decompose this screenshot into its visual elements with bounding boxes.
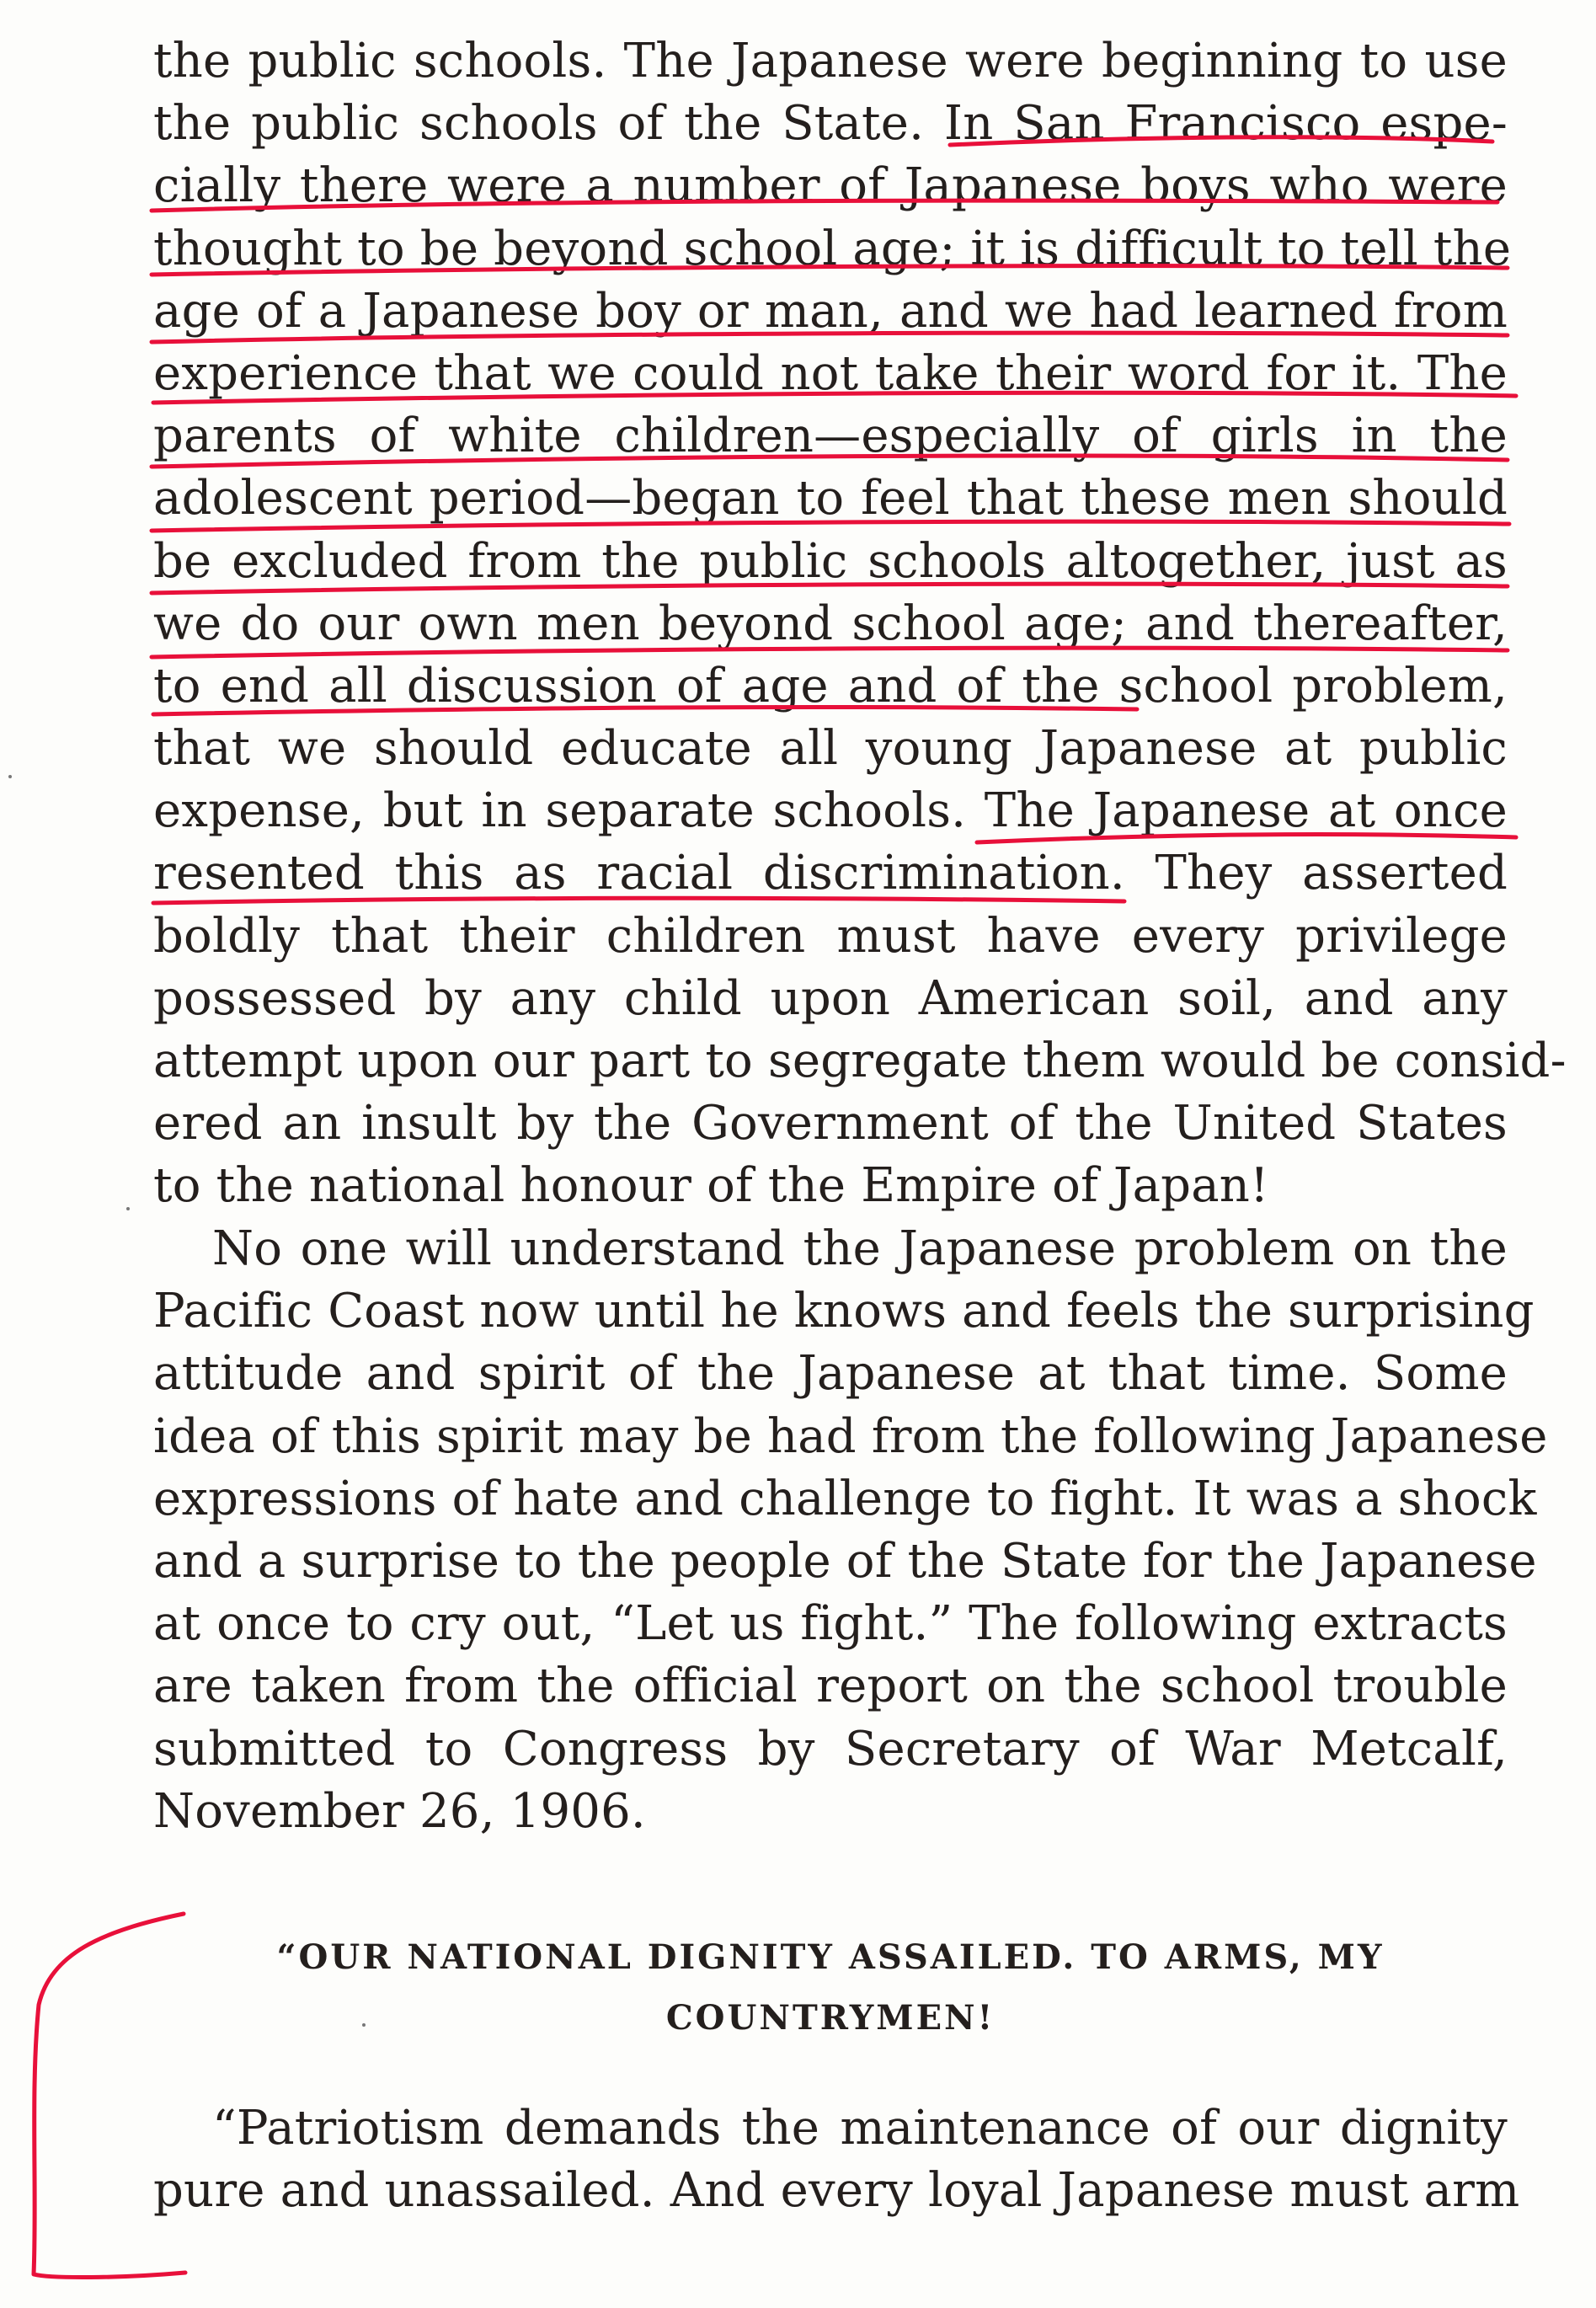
text-line: we do our own men beyond school age; and thereafter,: [153, 596, 1508, 651]
paragraph-2: [153, 1218, 1548, 1843]
text-line: experience that we could not take their word for it. The: [153, 345, 1508, 401]
text-line: attempt upon our part to segregate them would be consid-: [153, 1034, 1567, 1088]
text-line: adolescent period—began to feel that these men should: [153, 471, 1508, 526]
text-line: are taken from the official report on the school trouble: [153, 1659, 1508, 1714]
text-line: to end all discussion of age and of the school problem,: [153, 658, 1508, 713]
text-line: attitude and spirit of the Japanese at that time. Some: [153, 1346, 1508, 1402]
text-line: that we should educate all young Japanese at public: [153, 721, 1508, 777]
paragraph-1: [153, 30, 1567, 1218]
text-line: No one will understand the Japanese problem on the: [212, 1221, 1508, 1276]
speck: [362, 2023, 366, 2027]
text-line: possessed by any child upon American soil, and any: [153, 970, 1508, 1026]
text-line: thought to be beyond school age; it is difficult to tell the: [153, 221, 1512, 276]
text-line: the public schools. The Japanese were beginning to use: [153, 34, 1508, 88]
text-line: the public schools of the State. In San Francisco espe-: [153, 96, 1508, 152]
heading-line: COUNTRYMEN!: [665, 1998, 995, 2038]
text-line: idea of this spirit may be had from the following Japanese: [153, 1408, 1548, 1464]
section-heading: [153, 1927, 1508, 2049]
text-line: resented this as racial discrimination. They asserted: [153, 846, 1508, 901]
text-line: November 26, 1906.: [153, 1783, 646, 1839]
text-line: age of a Japanese boy or man, and we had learned from: [153, 283, 1508, 339]
text-line: pure and unassailed. And every loyal Japanese must arm: [153, 2163, 1520, 2219]
text-line: boldly that their children must have every privilege: [153, 908, 1508, 964]
speck: [8, 775, 12, 778]
text-line: to the national honour of the Empire of Japan!: [153, 1158, 1269, 1214]
speck: [126, 1207, 130, 1210]
text-line: parents of white children—especially of girls in the: [153, 409, 1508, 464]
text-line: “Patriotism demands the maintenance of our dignity: [212, 2101, 1508, 2156]
text-line: and a surprise to the people of the State for the Japanese: [153, 1533, 1537, 1589]
text-line: submitted to Congress by Secretary of War Metcalf,: [153, 1721, 1508, 1776]
heading-line: “OUR NATIONAL DIGNITY ASSAILED. TO ARMS, MY: [276, 1937, 1385, 1977]
text-line: ered an insult by the Government of the United States: [153, 1096, 1508, 1151]
text-line: cially there were a number of Japanese boys who were: [153, 158, 1508, 214]
quote-paragraph: [153, 2097, 1520, 2222]
text-line: Pacific Coast now until he knows and feels the surprising: [153, 1284, 1535, 1339]
text-line: expressions of hate and challenge to fight. It was a shock: [153, 1471, 1537, 1526]
text-line: at once to cry out, “Let us fight.” The following extracts: [153, 1596, 1508, 1652]
text-line: be excluded from the public schools altogether, just as: [153, 533, 1508, 589]
text-line: expense, but in separate schools. The Japanese at once: [153, 783, 1508, 839]
